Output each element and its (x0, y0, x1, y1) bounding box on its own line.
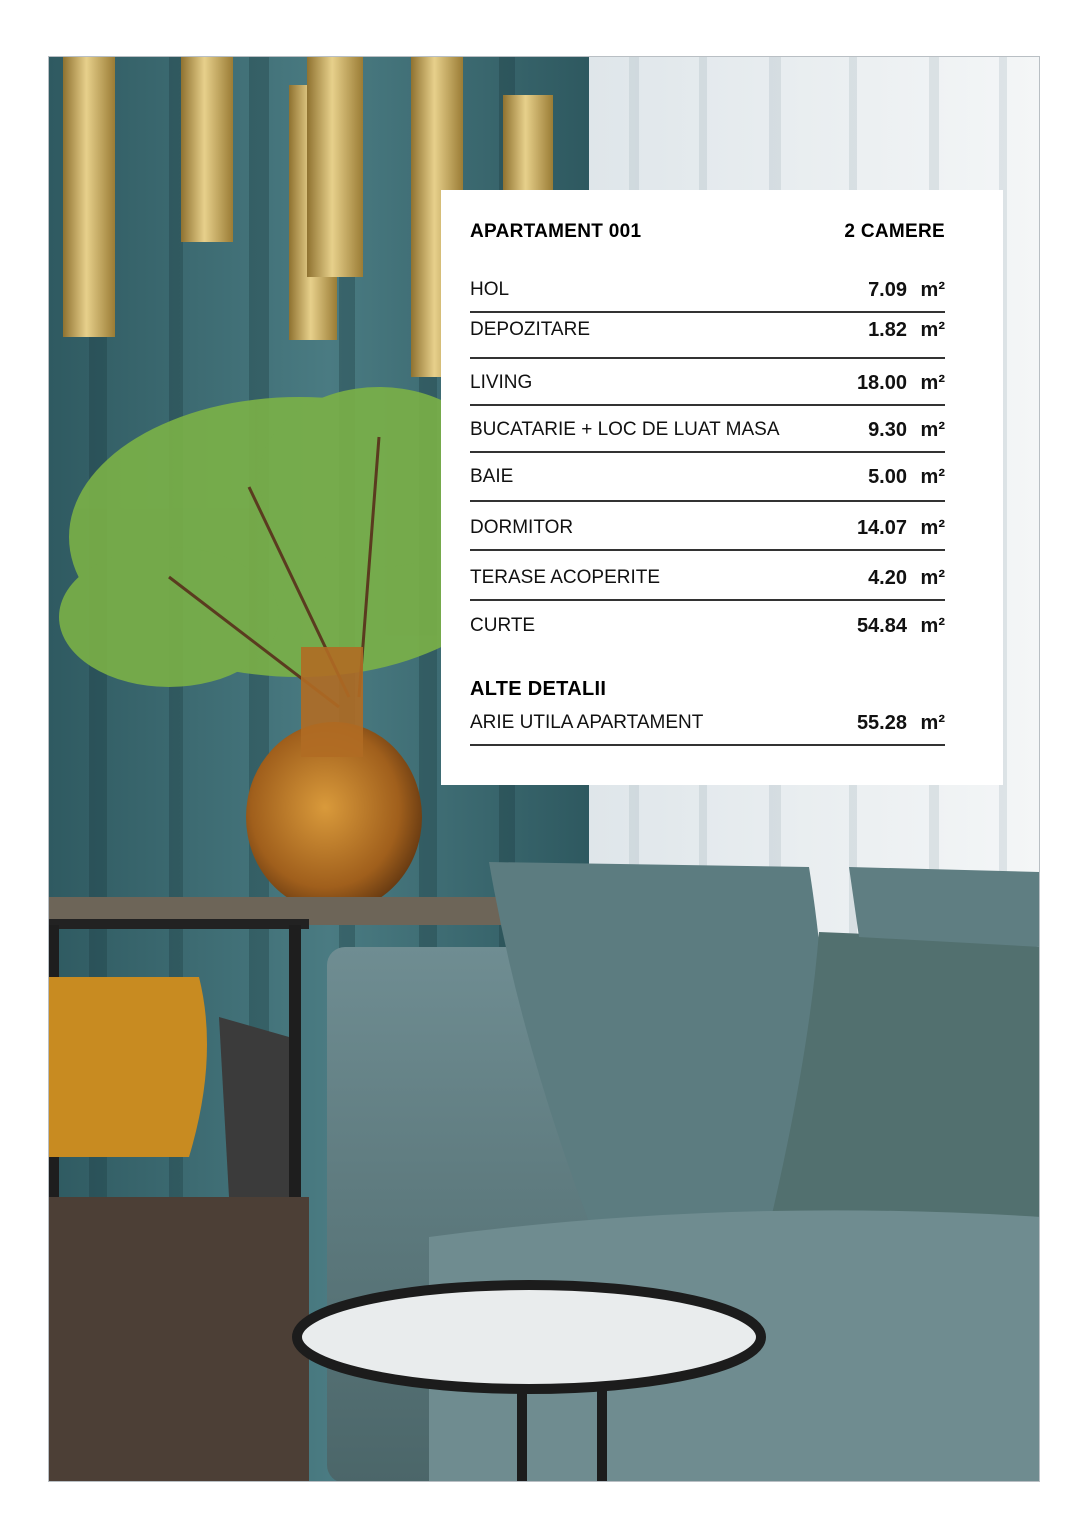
area-unit: m² (920, 615, 945, 637)
room-count: 2 CAMERE (844, 221, 945, 242)
room-area: 54.84 (856, 615, 907, 637)
section-title: ALTE DETALII (470, 678, 607, 700)
room-label: BAIE (470, 466, 514, 487)
room-area: 14.07 (856, 517, 907, 539)
room-label: TERASE ACOPERITE (470, 567, 661, 588)
room-row (470, 319, 945, 359)
room-row (470, 372, 945, 406)
room-label: HOL (470, 279, 510, 300)
room-area: 9.30 (868, 419, 907, 441)
apartment-info-panel (441, 190, 1003, 785)
area-unit: m² (920, 419, 945, 441)
room-row (470, 419, 945, 453)
room-area: 4.20 (868, 567, 907, 589)
room-label: LIVING (470, 372, 533, 393)
room-area: 5.00 (868, 466, 907, 488)
room-area: 1.82 (868, 319, 907, 341)
room-row (470, 615, 945, 647)
detail-row (470, 712, 945, 746)
room-label: BUCATARIE + LOC DE LUAT MASA (470, 419, 780, 440)
detail-label: ARIE UTILA APARTAMENT (470, 712, 704, 733)
room-row (470, 517, 945, 551)
area-unit: m² (920, 319, 945, 341)
room-row (470, 567, 945, 601)
room-label: CURTE (470, 615, 536, 636)
room-label: DEPOZITARE (470, 319, 590, 340)
room-area: 18.00 (856, 372, 907, 394)
room-label: DORMITOR (470, 517, 574, 538)
area-unit: m² (920, 466, 945, 488)
apartment-title: APARTAMENT 001 (470, 221, 642, 242)
area-unit: m² (920, 372, 945, 394)
area-unit: m² (920, 567, 945, 589)
area-unit: m² (920, 517, 945, 539)
detail-value: 55.28 (856, 712, 907, 734)
area-unit: m² (920, 712, 945, 734)
room-row (470, 466, 945, 502)
room-area: 7.09 (868, 279, 907, 301)
room-row (470, 279, 945, 313)
area-unit: m² (920, 279, 945, 301)
